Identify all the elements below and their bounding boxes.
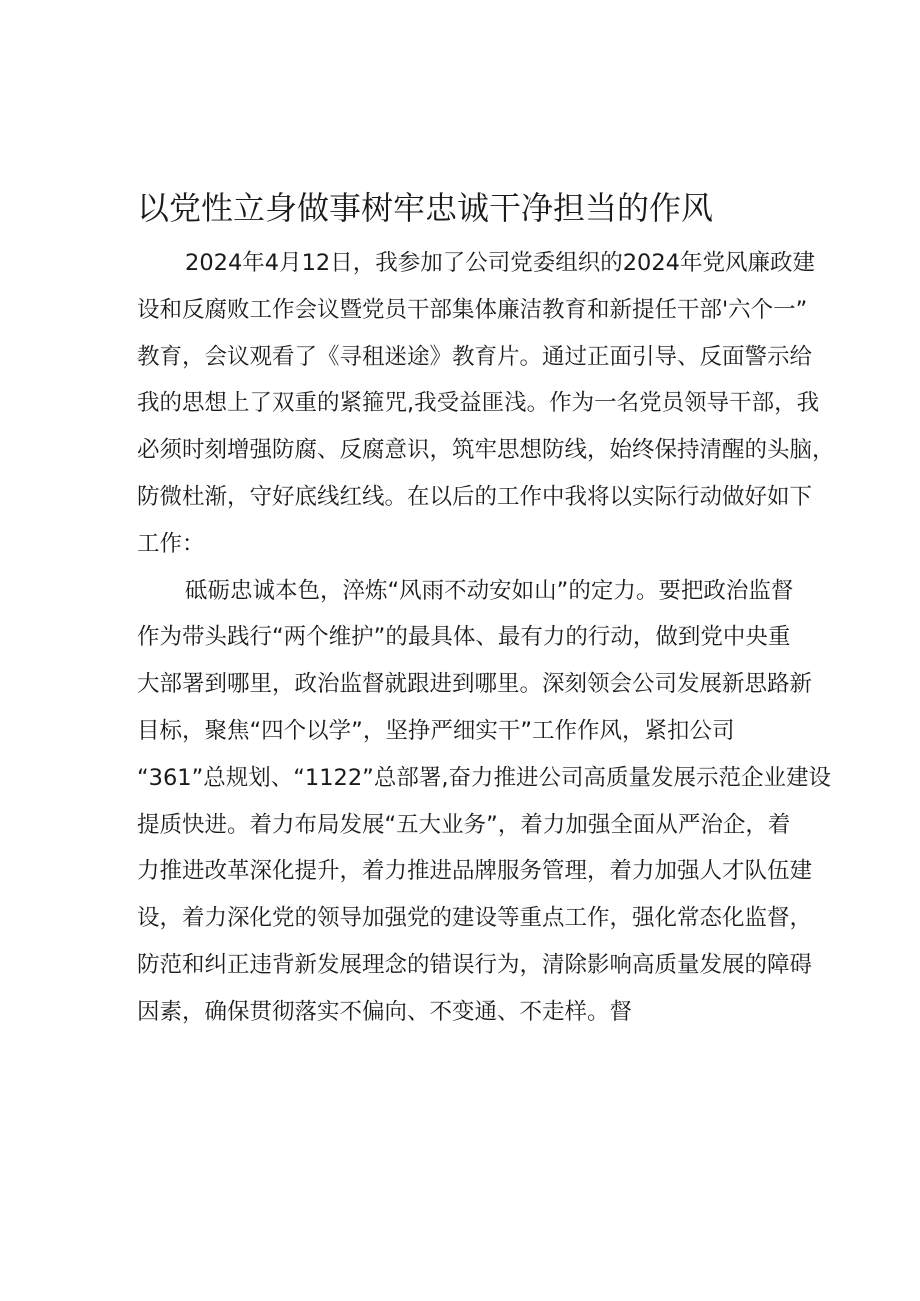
paragraph-line: 大部署到哪里，政治监督就跟进到哪里。深刻领会公司发展新思路新: [137, 671, 813, 698]
paragraph-line: 必须时刻增强防腐、反腐意识，筑牢思想防线，始终保持清醒的头脑，: [137, 437, 835, 464]
paragraph-line: “361”总规划、“1122”总部署,奋力推进公司高质量发展示范企业建设: [137, 764, 831, 791]
paragraph-line: 力推进改革深化提升，着力推进品牌服务管理，着力加强人才队伍建: [137, 858, 813, 885]
paragraph-line: 作为带头践行“两个维护”的最具体、最有力的行动，做到党中央重: [137, 624, 791, 651]
paragraph-line: 目标，聚焦“四个以学”，坚挣严细实干”工作作风，紧扣公司: [137, 717, 735, 744]
document-title: 以党性立身做事树牢忠诚干净担当的作风: [137, 189, 714, 227]
paragraph-line: 防范和纠正违背新发展理念的错误行为，清除影响高质量发展的障碍: [137, 951, 813, 978]
paragraph-line: 设和反腐败工作会议暨党员干部集体廉洁教育和新提任干部'六个一”: [137, 296, 808, 323]
paragraph-line: 2024年4月12日，我参加了公司党委组织的2024年党风廉政建: [185, 250, 815, 276]
paragraph-line: 工作：: [137, 530, 205, 557]
paragraph-line: 防微杜渐，守好底线红线。在以后的工作中我将以实际行动做好如下: [137, 483, 813, 510]
paragraph-line: 教育，会议观看了《寻租迷途》教育片。通过正面引导、反面警示给: [137, 343, 813, 370]
paragraph-line: 砥砺忠诚本色，淬炼“风雨不动安如山”的定力。要把政治监督: [185, 577, 794, 604]
paragraph-line: 因素，确保贯彻落实不偏向、不变通、不走样。督: [137, 998, 633, 1025]
paragraph-line: 我的思想上了双重的紧箍咒,我受益匪浅。作为一名党员领导干部，我: [137, 390, 820, 417]
paragraph-line: 设，着力深化党的领导加强党的建设等重点工作，强化常态化监督，: [137, 905, 813, 932]
document-body: [137, 240, 835, 1036]
paragraph-line: 提质快进。着力布局发展“五大业务”，着力加强全面从严治企，着: [137, 811, 791, 838]
